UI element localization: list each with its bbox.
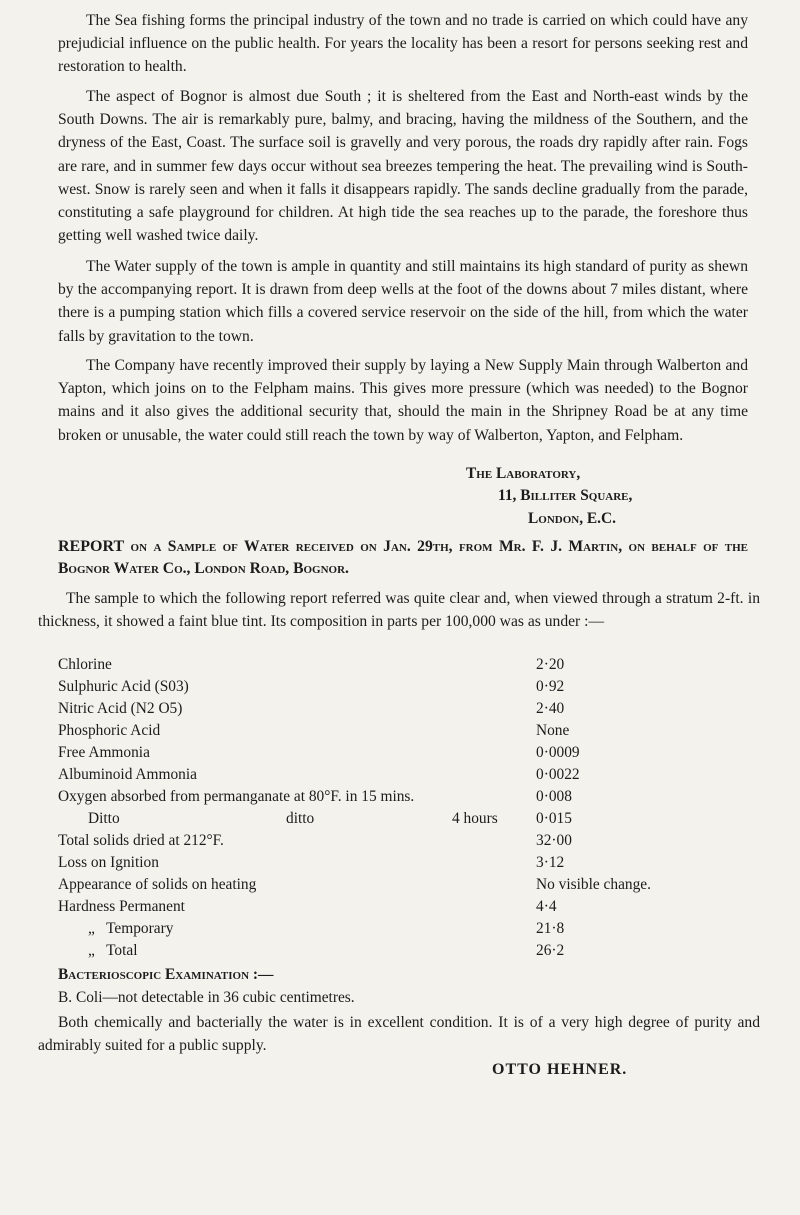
row-value: 0·015 bbox=[536, 810, 572, 827]
row-value: 32·00 bbox=[536, 832, 572, 849]
row-label: Hardness Permanent bbox=[58, 898, 185, 915]
row-label: Albuminoid Ammonia bbox=[58, 766, 197, 783]
row-label: Phosphoric Acid bbox=[58, 722, 161, 739]
report-heading-detail: on a Sample of Water received on Jan. 29th, from Mr. F. J. Martin, on behalf of the Bognor Water Co., London Road, Bognor. bbox=[58, 538, 748, 577]
table-row bbox=[0, 920, 800, 942]
row-value: 4·4 bbox=[536, 898, 557, 915]
table-row bbox=[0, 854, 800, 876]
report-heading-title: REPORT bbox=[58, 538, 125, 555]
bcoli-result: B. Coli—not detectable in 36 cubic centimetres. bbox=[58, 989, 355, 1006]
row-label: Ditto bbox=[88, 810, 120, 827]
row-value: 3·12 bbox=[536, 854, 565, 871]
table-row bbox=[0, 700, 800, 722]
table-row bbox=[0, 678, 800, 700]
table-row bbox=[0, 744, 800, 766]
row-label-duration: 4 hours bbox=[452, 810, 498, 827]
row-value: No visible change. bbox=[536, 876, 651, 893]
paragraph-water-supply: The Water supply of the town is ample in quantity and still maintains its high standard of purity as shewn by the accompanying report. It is drawn from deep wells at the foot of the downs about 7 miles distant, where there is a pumping station which fills a covered service reservoir on the side of the hill, from which the water falls by gravitation to the town. bbox=[58, 258, 748, 345]
bacterioscopic-heading: Bacterioscopic Examination :— bbox=[58, 966, 274, 983]
row-label: „ Temporary bbox=[88, 920, 174, 937]
row-label: Sulphuric Acid (S03) bbox=[58, 678, 189, 695]
row-label: „ Total bbox=[88, 942, 138, 959]
signature: OTTO HEHNER. bbox=[492, 1061, 628, 1078]
address-line-3: London, E.C. bbox=[528, 510, 616, 527]
paragraph-aspect: The aspect of Bognor is almost due South ; it is sheltered from the East and North-east winds by the South Downs. The air is remarkably pure, balmy, and bracing, having the mildness of the Southern, and the dryness of the East, Coast. The surface soil is gravelly and very porous, the roads dry rapidly after rain. Fogs are rare, and in summer few days occur without sea breezes tempering the heat. The prevailing wind is South-west. Snow is rarely seen and when it falls it disappears rapidly. The sands decline gradually from the parade, constituting a safe playground for children. At high tide the sea reaches up to the parade, the foreshore thus getting well washed twice daily. bbox=[58, 88, 748, 245]
table-row bbox=[0, 788, 800, 810]
row-label: Nitric Acid (N2 O5) bbox=[58, 700, 183, 717]
table-row bbox=[0, 810, 800, 832]
table-row bbox=[0, 832, 800, 854]
table-row bbox=[0, 722, 800, 744]
report-intro: The sample to which the following report referred was quite clear and, when viewed through a stratum 2-ft. in thickness, it showed a faint blue tint. Its composition in parts per 100,000 was as under :— bbox=[38, 590, 760, 631]
row-label: Total solids dried at 212°F. bbox=[58, 832, 224, 849]
report-conclusion: Both chemically and bacterially the water is in excellent condition. It is of a very high degree of purity and admirably suited for a public supply. bbox=[38, 1014, 760, 1055]
row-label-ditto: ditto bbox=[286, 810, 315, 827]
report-heading bbox=[58, 536, 748, 580]
row-value: 0·0022 bbox=[536, 766, 580, 783]
table-row bbox=[0, 898, 800, 920]
row-value: 26·2 bbox=[536, 942, 565, 959]
row-label: Loss on Ignition bbox=[58, 854, 159, 871]
row-label: Chlorine bbox=[58, 656, 112, 673]
table-row bbox=[0, 656, 800, 678]
row-label: Free Ammonia bbox=[58, 744, 150, 761]
row-value: 0·0009 bbox=[536, 744, 580, 761]
paragraph-industry: The Sea fishing forms the principal industry of the town and no trade is carried on which could have any prejudicial influence on the public health. For years the locality has been a resort for persons seeking rest and restoration to health. bbox=[58, 12, 748, 76]
address-line-2: 11, Billiter Square, bbox=[498, 487, 633, 504]
row-value: 0·92 bbox=[536, 678, 565, 695]
table-row bbox=[0, 876, 800, 898]
row-value: 21·8 bbox=[536, 920, 565, 937]
address-line-1: The Laboratory, bbox=[466, 465, 581, 482]
row-value: 2·20 bbox=[536, 656, 565, 673]
row-value: 2·40 bbox=[536, 700, 565, 717]
row-value: None bbox=[536, 722, 570, 739]
row-value: 0·008 bbox=[536, 788, 572, 805]
table-row bbox=[0, 942, 800, 964]
row-label: Oxygen absorbed from permanganate at 80°F. in 15 mins. bbox=[58, 788, 415, 805]
row-label: Appearance of solids on heating bbox=[58, 876, 257, 893]
table-row bbox=[0, 766, 800, 788]
paragraph-company: The Company have recently improved their supply by laying a New Supply Main through Walberton and Yapton, which joins on to the Felpham mains. This gives more pressure (which was needed) to the Bognor mains and it also gives the additional security that, should the main in the Shripney Road be at any time broken or unusable, the water could still reach the town by way of Walberton, Yapton, and Felpham. bbox=[58, 357, 748, 444]
